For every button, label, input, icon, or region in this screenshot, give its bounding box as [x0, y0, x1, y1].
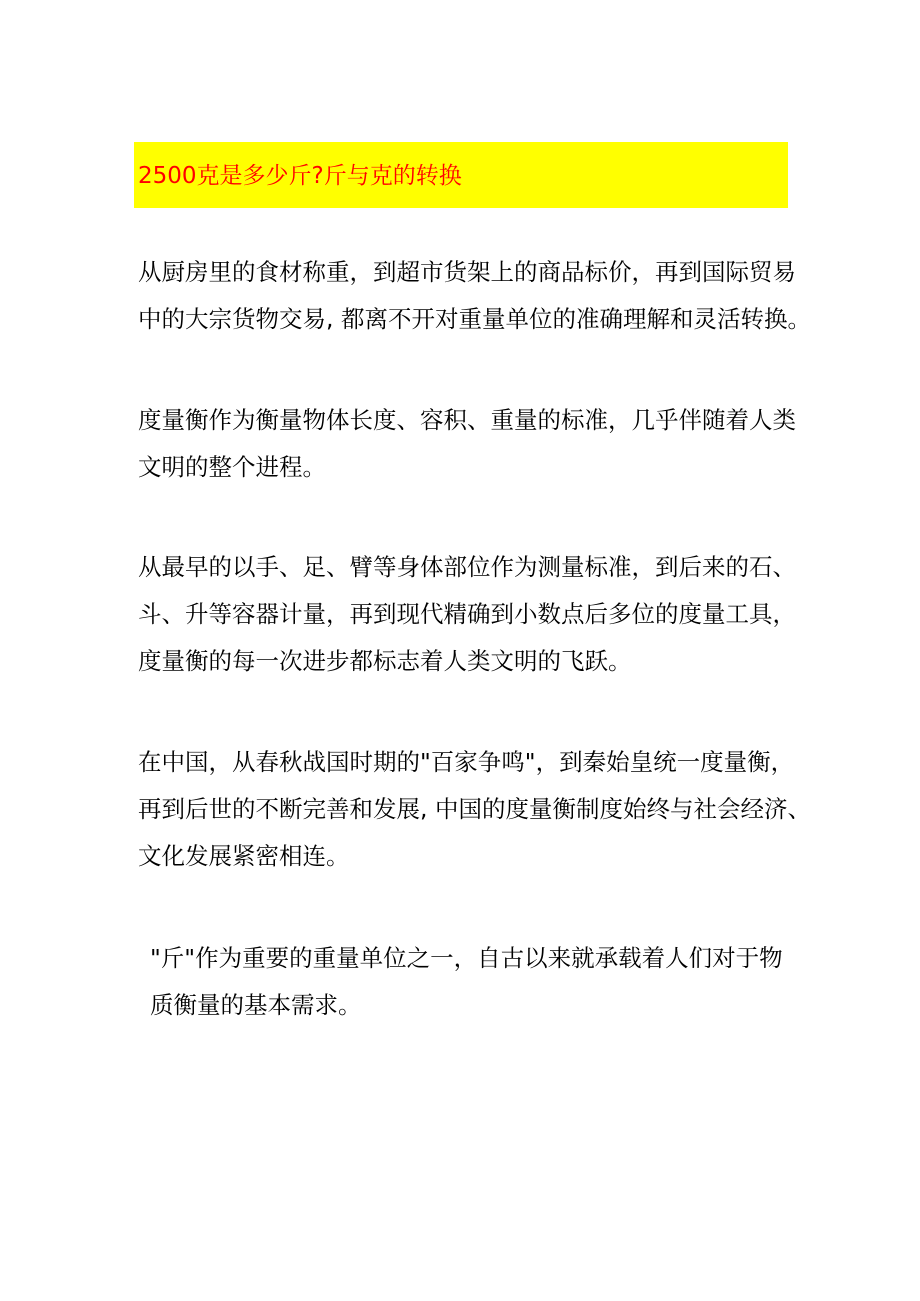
- paragraph-intro: [138, 249, 811, 343]
- paragraph-line: 斗、升等容器计量，再到现代精确到小数点后多位的度量工具，: [138, 600, 796, 628]
- paragraph-measurement-definition: [138, 397, 798, 491]
- paragraph-line: 在中国，从春秋战国时期的"百家争鸣"，到秦始皇统一度量衡，: [138, 748, 795, 776]
- paragraph-line: 从最早的以手、足、臂等身体部位作为测量标准，到后来的石、: [138, 553, 796, 581]
- paragraph-jin-unit: [150, 935, 810, 1029]
- paragraph-line: 再到后世的不断完善和发展, 中国的度量衡制度始终与社会经济、: [138, 795, 811, 823]
- paragraph-line: 文明的整个进程。: [138, 453, 326, 481]
- paragraph-measurement-history: [138, 544, 798, 685]
- paragraph-china-history: [138, 739, 811, 880]
- title-highlight: [134, 142, 788, 208]
- document-title: 2500克是多少斤?斤与克的转换: [138, 163, 462, 189]
- paragraph-line: 度量衡作为衡量物体长度、容积、重量的标准，几乎伴随着人类: [138, 406, 796, 434]
- paragraph-line: 度量衡的每一次进步都标志着人类文明的飞跃。: [138, 647, 632, 675]
- paragraph-line: 从厨房里的食材称重，到超市货架上的商品标价，再到国际贸易: [138, 258, 796, 286]
- paragraph-line: 中的大宗货物交易, 都离不开对重量单位的准确理解和灵活转换。: [138, 305, 811, 333]
- paragraph-line: "斤"作为重要的重量单位之一，自古以来就承载着人们对于物: [150, 944, 783, 972]
- paragraph-line: 文化发展紧密相连。: [138, 842, 350, 870]
- paragraph-line: 质衡量的基本需求。: [150, 991, 362, 1019]
